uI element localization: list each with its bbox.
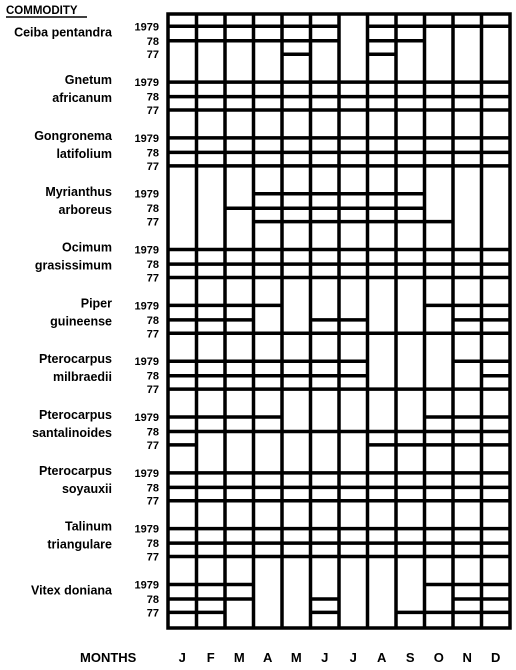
- month-tick-label: A: [263, 650, 273, 665]
- commodity-name: Gnetum: [64, 73, 112, 88]
- commodity-name: triangulare: [47, 537, 112, 552]
- month-tick-label: J: [178, 650, 186, 665]
- year-tick-label: 1979: [134, 356, 159, 369]
- year-tick-label: 77: [146, 384, 159, 397]
- month-tick-label: A: [377, 650, 387, 665]
- year-tick-label: 78: [146, 91, 159, 104]
- chart-header: [6, 5, 87, 17]
- year-tick-label: 1979: [134, 467, 159, 480]
- year-tick-label: 1979: [134, 579, 159, 592]
- commodity-name: Pterocarpus: [39, 463, 112, 478]
- year-tick-label: 1979: [134, 523, 159, 536]
- year-tick-label: 1979: [134, 244, 159, 257]
- commodity-name: latifolium: [56, 146, 112, 161]
- commodity-name: Ocimum: [61, 240, 112, 255]
- plot-area: [168, 14, 510, 628]
- x-axis-label: MONTHS: [80, 650, 137, 665]
- commodity-name: Gongronema: [34, 128, 112, 143]
- year-tick-label: 78: [146, 482, 159, 495]
- year-tick-label: 77: [146, 105, 159, 118]
- month-tick-label: N: [462, 650, 472, 665]
- month-tick-label: O: [433, 650, 444, 665]
- year-tick-label: 78: [146, 35, 159, 48]
- commodity-name: Talinum: [65, 519, 112, 534]
- commodity-name: Piper: [80, 296, 112, 311]
- year-tick-label: 78: [146, 370, 159, 383]
- year-tick-label: 77: [146, 272, 159, 285]
- year-tick-label: 78: [146, 593, 159, 606]
- year-tick-label: 77: [146, 49, 159, 62]
- month-tick-label: J: [349, 650, 357, 665]
- year-tick-label: 1979: [134, 77, 159, 90]
- commodity-name: arboreus: [58, 202, 112, 217]
- year-tick-label: 1979: [134, 300, 159, 313]
- commodity-name: guineense: [50, 314, 112, 329]
- year-tick-label: 77: [146, 439, 159, 452]
- year-tick-label: 77: [146, 216, 159, 229]
- year-tick-label: 1979: [134, 132, 159, 145]
- commodity-name: africanum: [52, 91, 112, 106]
- year-tick-label: 77: [146, 160, 159, 173]
- year-tick-label: 78: [146, 314, 159, 327]
- month-tick-label: S: [405, 650, 415, 665]
- year-tick-label: 77: [146, 551, 159, 564]
- commodity-name: Pterocarpus: [39, 352, 112, 367]
- commodity-name: milbraedii: [52, 370, 112, 385]
- month-axis: [80, 650, 500, 665]
- commodity-name: soyauxii: [61, 481, 112, 496]
- year-tick-label: 1979: [134, 188, 159, 201]
- commodity-name: grasissimum: [34, 258, 112, 273]
- year-tick-label: 77: [146, 495, 159, 508]
- commodity-name: Pterocarpus: [39, 408, 112, 423]
- year-tick-label: 77: [146, 607, 159, 620]
- year-tick-label: 78: [146, 203, 159, 216]
- month-tick-label: F: [206, 650, 215, 665]
- month-tick-label: M: [290, 650, 302, 665]
- chart-title: COMMODITY: [6, 5, 78, 17]
- year-tick-label: 77: [146, 328, 159, 341]
- commodity-name: Ceiba pentandra: [14, 25, 112, 40]
- year-tick-label: 78: [146, 259, 159, 272]
- commodity-labels: [14, 21, 159, 619]
- year-tick-label: 78: [146, 147, 159, 160]
- commodity-name: santalinoides: [32, 426, 112, 441]
- month-tick-label: M: [233, 650, 245, 665]
- month-tick-label: J: [321, 650, 329, 665]
- year-tick-label: 1979: [134, 21, 159, 34]
- month-tick-label: D: [491, 650, 501, 665]
- commodity-name: Myrianthus: [45, 184, 112, 199]
- commodity-name: Vitex doniana: [30, 583, 112, 598]
- year-tick-label: 78: [146, 538, 159, 551]
- year-tick-label: 78: [146, 426, 159, 439]
- year-tick-label: 1979: [134, 412, 159, 425]
